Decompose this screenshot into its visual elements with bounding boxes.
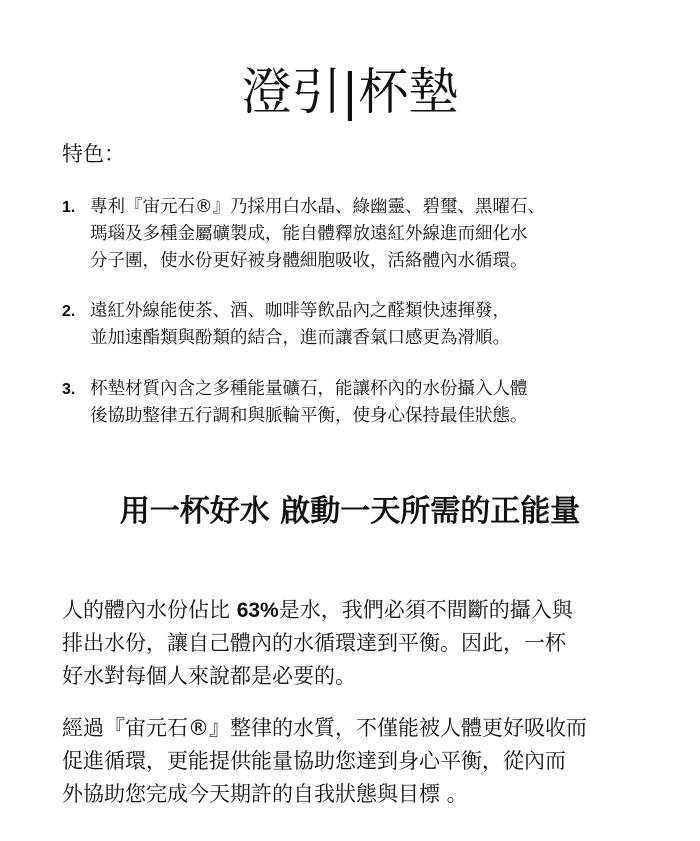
paragraph-line: 外協助您完成今天期許的自我狀態與目標 。 [62,782,468,806]
paragraph-line: 經過『宙元石®』整律的水質，不僅能被人體更好吸收而 [62,716,587,740]
intro-paragraph [62,594,682,693]
page-title: 澄引|杯墊 [241,63,459,121]
feature-item-3 [62,376,682,430]
feature-line: 專利『宙元石®』乃採用白水晶、綠幽靈、碧璽、黑曜石、 [90,197,545,217]
feature-line: 後協助整律五行調和與脈輪平衡，使身心保持最佳狀態。 [90,406,528,426]
paragraph-line [62,594,682,627]
paragraph-line: 好水對每個人來說都是必要的。 [62,664,356,688]
paragraph-text: 人的體內水份佔比 [62,598,237,622]
feature-line: 遠紅外線能使茶、酒、咖啡等飲品內之醛類快速揮發， [90,301,510,321]
benefit-paragraph [62,712,682,811]
paragraph-text: 是水，我們必須不間斷的攝入與 [278,598,573,622]
feature-text [90,298,682,352]
paragraph-line: 排出水份，讓自己體內的水循環達到平衡。因此，一杯 [62,631,566,655]
feature-item-1 [62,194,682,275]
feature-line: 瑪瑙及多種金屬礦製成，能自體釋放遠紅外線進而細化水 [90,224,528,244]
paragraph-line: 促進循環，更能提供能量協助您達到身心平衡，從內而 [62,749,566,773]
feature-number: 1. [62,199,76,216]
feature-line: 分子團，使水份更好被身體細胞吸收，活絡體內水循環。 [90,251,528,271]
feature-number: 3. [62,381,76,398]
feature-text [90,194,682,275]
slogan-heading: 用一杯好水 啟動一天所需的正能量 [119,494,581,529]
feature-item-2 [62,298,682,352]
feature-line: 杯墊材質內含之多種能量礦石，能讓杯內的水份攝入人體 [90,379,528,399]
feature-line: 並加速酯類與酚類的結合，進而讓香氣口感更為滑順。 [90,328,510,348]
features-label: 特色： [62,142,125,166]
feature-text [90,376,682,430]
percentage-value: 63% [236,599,279,622]
feature-number: 2. [62,303,76,320]
